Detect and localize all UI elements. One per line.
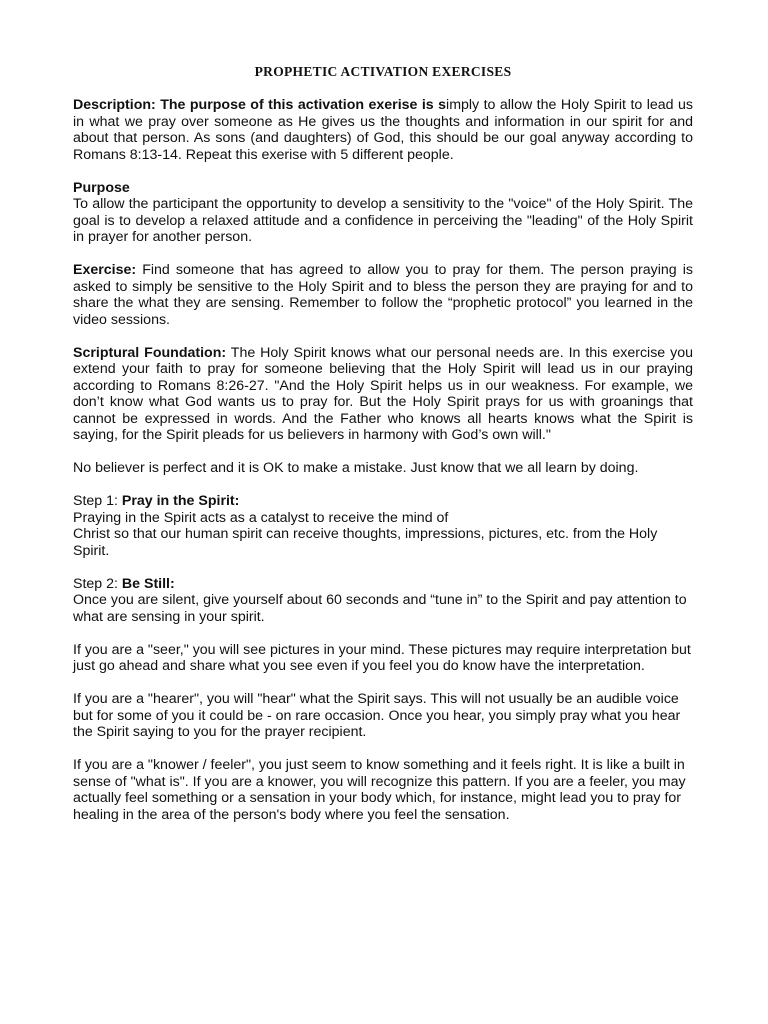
exercise-paragraph [73,262,693,328]
description-text: imply to allow the Holy Spirit to lead us in what we pray over someone as He gives us the thoughts and information in our spirit for and about that person. As sons (and daughters) of God, this should be our goal anyway according to Romans 8:13-14. Repeat this exerise with 5 different people. [73,97,693,163]
purpose-heading: Purpose [73,179,130,196]
step1-line1: Praying in the Spirit acts as a catalyst to receive the mind of [73,509,449,526]
step2-heading: Be Still: [121,575,175,592]
step1-heading: Pray in the Spirit: [121,493,240,509]
hearer-paragraph: If you are a "hearer", you will "hear" what the Spirit says. This will not usually be an audible voice but for some of you it could be - on rare occasion. Once you hear, you simply pray what you hear the Spirit saying to you for the prayer recipient. [73,691,681,740]
document-page [73,64,693,840]
knower-feeler-paragraph: If you are a "knower / feeler", you just seem to know something and it feels right. It is like a built in sense of "what is". If you are a knower, you will recognize this pattern. If you are a feeler, you may actually feel something or a sensation in your body which, for instance, might lead you to pray for healing in the area of the person's body where you feel the sensation. [73,757,686,823]
seer-paragraph: If you are a "seer," you will see pictures in your mind. These pictures may require interpretation but just go ahead and share what you see even if you feel you do know have the interpretation. [73,641,691,674]
scriptural-foundation-text: The Holy Spirit knows what our personal needs are. In this exercise you extend your faith to pray for someone believing that the Holy Spirit will lead us in our praying according to Romans 8:26-27. "And the Holy Spirit helps us in our weakness. For example, we don’t know what God wants us to pray for. But the Holy Spirit prays for us with groanings that cannot be expressed in words. And the Father who knows all hearts knows what the Spirit is saying, for the Spirit pleads for us believers in harmony with God’s own will." [73,344,693,443]
note-paragraph: No believer is perfect and it is OK to make a mistake. Just know that we all learn by doing. [73,460,639,476]
step2-text: Once you are silent, give yourself about 60 seconds and “tune in” to the Spirit and pay attention to what are sensing in your spirit. [73,592,687,625]
step1-line2: Christ so that our human spirit can receive thoughts, impressions, pictures, etc. from the Holy Spirit. [73,526,658,559]
description-label: Description: The purpose of this activation exerise is s [73,97,447,113]
description-paragraph [73,97,693,163]
step1-paragraph [73,493,693,559]
scriptural-foundation-label: Scriptural Foundation: [73,344,227,361]
exercise-text: Find someone that has agreed to allow you to pray for them. The person praying is asked to simply be sensitive to the Holy Spirit and to bless the person they are praying for and to share the what they are sensing. Remember to follow the “prophetic protocol” you learned in the video sessions. [73,262,693,328]
purpose-paragraph [73,180,693,246]
step1-prefix: Step 1: [73,493,122,509]
purpose-text: To allow the participant the opportunity to develop a sensitivity to the "voice" of the Holy Spirit. The goal is to develop a relaxed attitude and a confidence in perceiving the "leading" of the Holy Spirit in prayer for another person. [73,196,693,245]
step2-prefix: Step 2: [73,575,122,592]
step2-paragraph [73,576,693,626]
scriptural-foundation-paragraph [73,345,693,444]
exercise-label: Exercise: [73,262,137,278]
document-title: PROPHETIC ACTIVATION EXERCISES [254,64,512,79]
